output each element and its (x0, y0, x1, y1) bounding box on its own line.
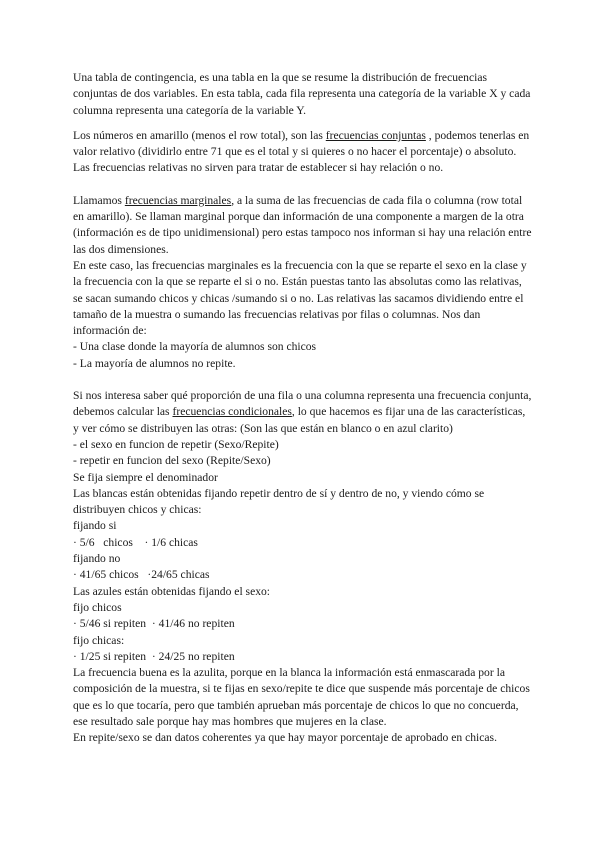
text-line: · 5/6 chicos · 1/6 chicas (73, 535, 198, 549)
text-line: fijando no (73, 552, 121, 566)
list-item: - el sexo en funcion de repetir (Sexo/Repite) (73, 437, 279, 451)
list-item: - La mayoría de alumnos no repite. (73, 356, 236, 370)
text-line: · 5/46 si repiten · 41/46 no repiten (73, 617, 235, 631)
text: , podemos tenerlas en valor relativo (dividirlo entre 71 que es el total y si quieres o no hacer el porcentaje) o absoluto. (73, 128, 530, 159)
paragraph-contingency-definition: Una tabla de contingencia, es una tabla en la que se resume la distribución de frecuencias conjuntas de dos variables. En esta tabla, cada fila representa una categoría de la variable X y cada columna representa una categoría de la variable Y. (73, 71, 531, 117)
text-line: fijando si (73, 519, 117, 533)
term-frecuencias-conjuntas: frecuencias conjuntas (325, 128, 426, 142)
text-line: fijo chicas: (73, 633, 125, 647)
paragraph-joint-frequencies (73, 128, 533, 161)
text: Llamamos (73, 193, 125, 207)
text-line: Se fija siempre el denominador (73, 470, 218, 484)
list-item: - Una clase donde la mayoría de alumnos son chicos (73, 340, 317, 354)
text: , lo que hacemos es fijar una de las características, y ver cómo se distribuyen las otras: (Son las que están en blanco o en azul clarito) (73, 405, 526, 435)
text-line: fijo chicos (73, 600, 122, 614)
paragraph-final: En repite/sexo se dan datos coherentes ya que hay mayor porcentaje de aprobado en chicas. (73, 731, 497, 745)
paragraph-conditional-frequencies (73, 388, 533, 437)
term-frecuencias-condicionales: frecuencias condicionales (172, 405, 292, 419)
term-frecuencias-marginales: frecuencias marginales (124, 193, 232, 207)
text-line: Las blancas están obtenidas fijando repetir dentro de sí y dentro de no, y viendo cómo se distribuyen chicos y chicas: (73, 486, 485, 517)
text-line: · 1/25 si repiten · 24/25 no repiten (73, 649, 235, 663)
text-line: Las azules están obtenidas fijando el sexo: (73, 584, 271, 598)
text-line: · 41/65 chicos ·24/65 chicas (73, 568, 210, 582)
list-item: - repetir en funcion del sexo (Repite/Sexo) (73, 454, 271, 468)
paragraph-marginal-frequencies (73, 193, 533, 258)
text: Si nos interesa saber qué proporción de una fila o una columna representa una frecuencia conjunta, debemos calcular las (73, 389, 532, 419)
paragraph-marginal-case: En este caso, las frecuencias marginales es la frecuencia con la que se reparte el sexo en la clase y la frecuencia con la que se reparte el si o no. Están puestas tanto las absolutas como las relativas, se sacan sumando chicos y chicas /sumando si o no. Las relativas las sacamos dividiendo entre el tamaño de la muestra o sumando las frecuencias relativas por filas o columnas. Nos dan información de: (73, 258, 527, 338)
text: Los números en amarillo (menos el row total), son las (73, 128, 326, 142)
paragraph-conclusion: La frecuencia buena es la azulita, porque en la blanca la información está enmascarada por la composición de la muestra, si te fijas en sexo/repite te dice que suspende más porcentaje de chicos que es lo que tocaría, pero que también aprueban más porcentaje de chicos lo que no concuerda, ese resultado sale porque hay mas hombres que mujeres en la clase. (73, 666, 530, 728)
paragraph-relative-frequencies: Las frecuencias relativas no sirven para tratar de establecer si hay relación o no. (73, 161, 444, 175)
text: , a la suma de las frecuencias de cada fila o columna (row total en amarillo). Se llaman marginal porque dan información de una componente a margen de la otra (información es de tipo unidimensional) pero estas tampoco nos informan si hay una relación entre las dos dimensiones. (73, 193, 532, 256)
document-body (73, 70, 533, 747)
